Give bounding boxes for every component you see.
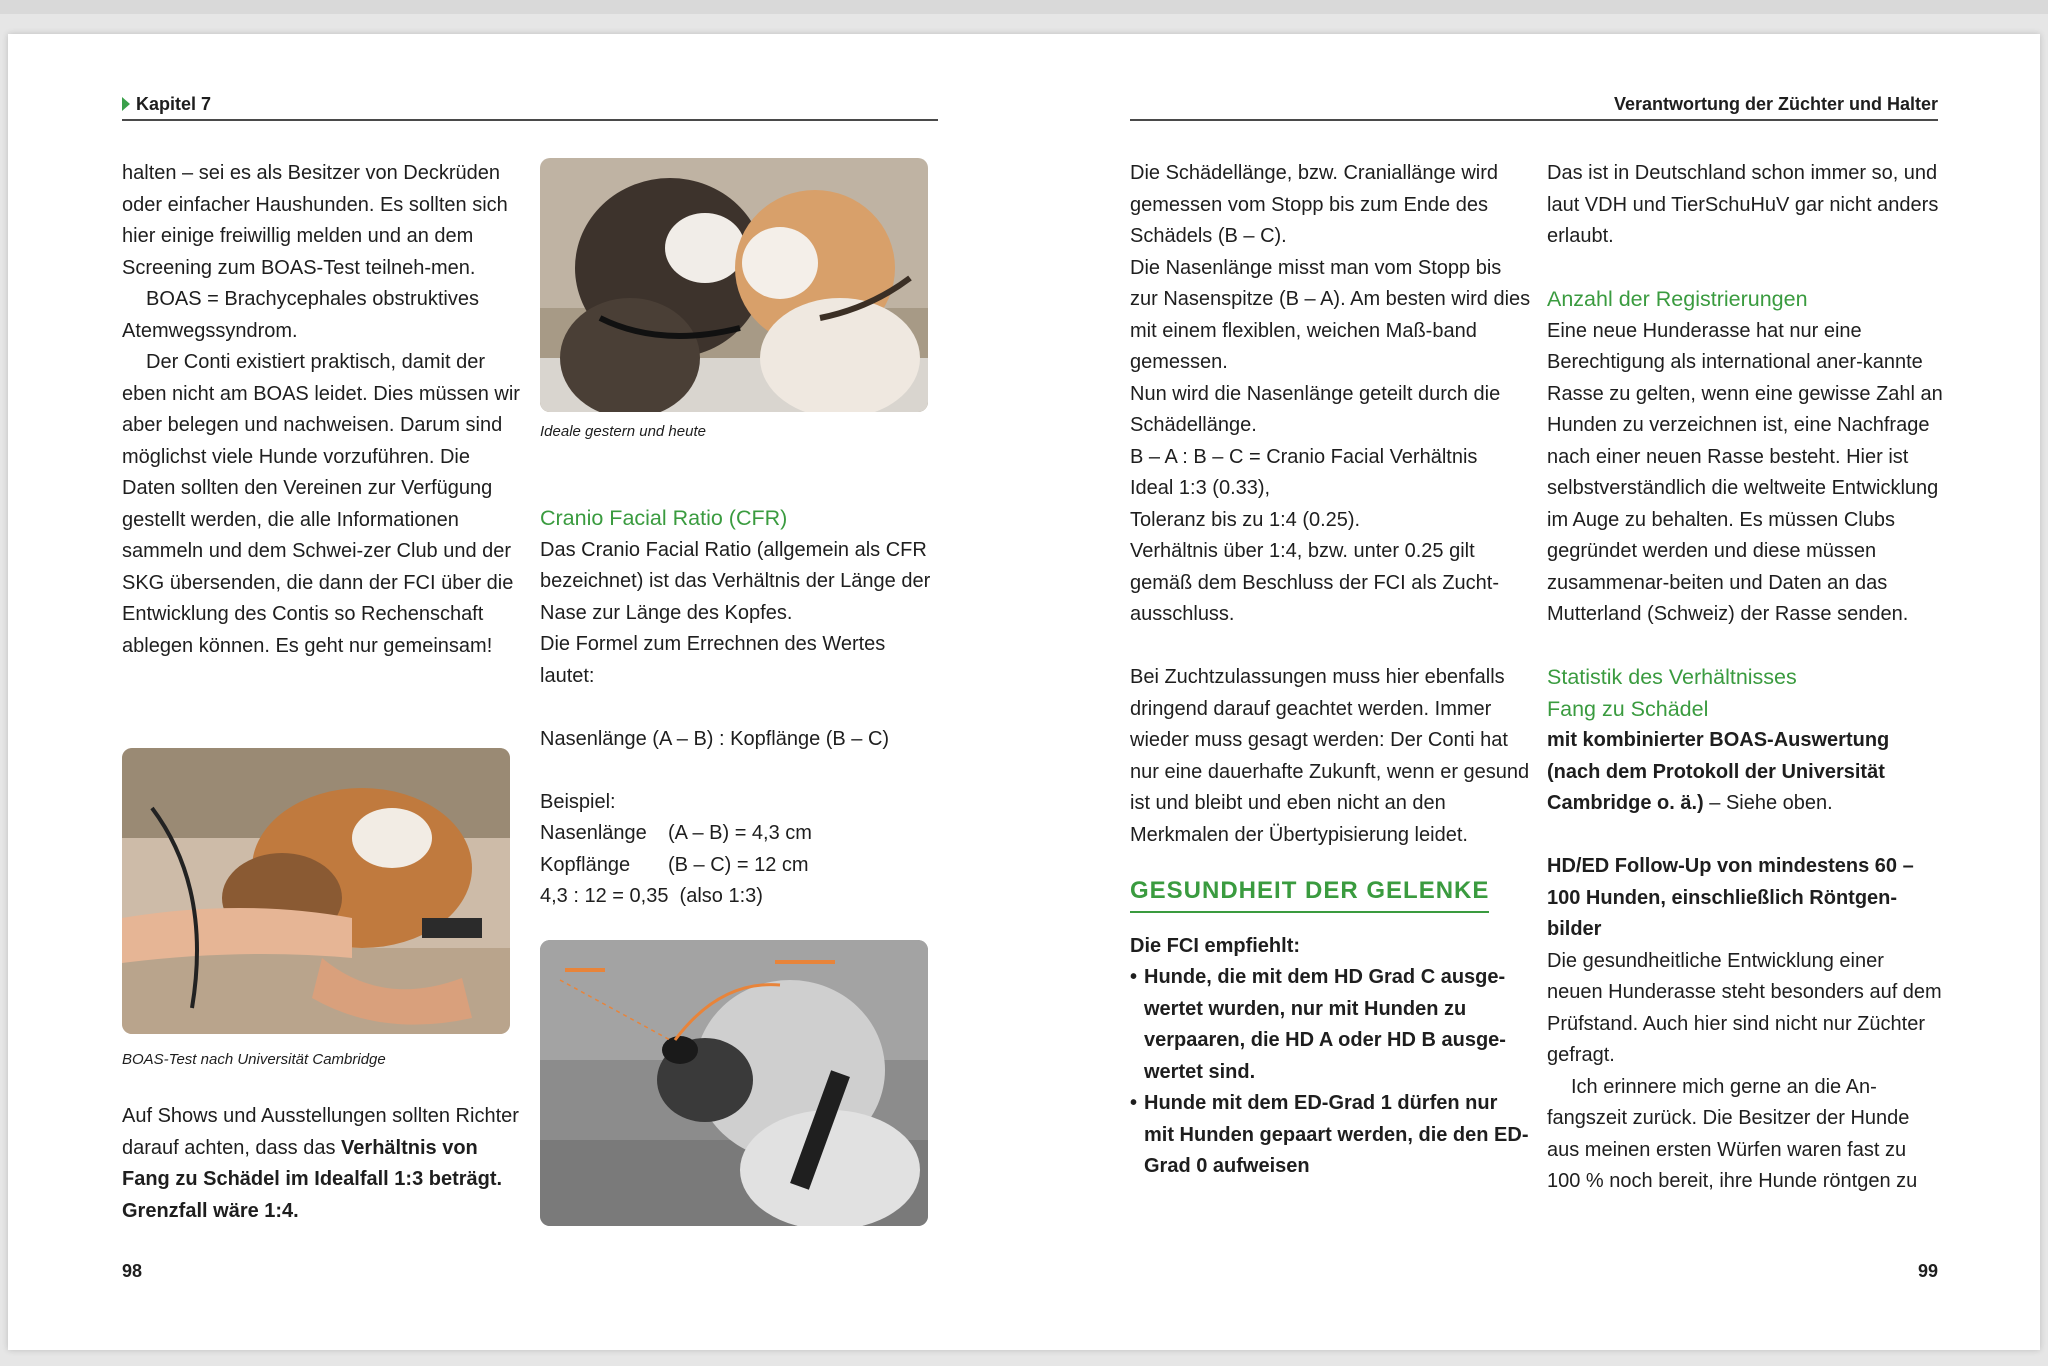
line: Ideal 1:3 (0.33), bbox=[1130, 477, 1271, 499]
chapter-label: Kapitel 7 bbox=[136, 94, 212, 114]
example-value: (B – C) = 12 cm bbox=[668, 853, 809, 876]
paragraph bbox=[122, 1101, 522, 1227]
paragraph: Die gesundheitliche Entwicklung einer neuen Hunderasse steht besonders auf dem Prüfstand. Auch hier sind nicht nur Züchter gefragt. bbox=[1547, 949, 1942, 1066]
paragraph bbox=[1547, 725, 1943, 820]
paragraph: BOAS = Brachycephales obstruktives Atemwegssyndrom. bbox=[122, 288, 479, 342]
caption-column bbox=[122, 1050, 522, 1070]
fci-recommendations bbox=[1130, 962, 1532, 1183]
chapter-marker-icon bbox=[122, 97, 130, 111]
viewer-top-bar bbox=[0, 0, 2048, 14]
column-3 bbox=[1130, 158, 1532, 1183]
text-bold: mit kombinierter BOAS-Auswertung (nach dem Protokoll der Universität Cambridge o. ä.) bbox=[1547, 729, 1890, 814]
paragraph: Eine neue Hunderasse hat nur eine Berechtigung als international aner-kannte Rasse zu gelten, wenn eine gewisse Zahl an Hunden zu verzeichnen ist, eine Nachfrage nach einer neuen Rasse besteht. Hier ist selbstverständlich die weltweite Entwicklung im Auge zu behalten. Es müssen Clubs gegründet werden und diese müssen zusammenar-beiten und Daten an das Mutterland (Schweiz) der Rasse senden. bbox=[1547, 319, 1943, 625]
column-1-bottom bbox=[122, 1101, 522, 1227]
photo-two-bulldogs bbox=[540, 158, 928, 412]
running-header-left bbox=[122, 89, 938, 121]
page-number-left: 98 bbox=[122, 1261, 143, 1281]
column-2 bbox=[540, 503, 940, 913]
two-bulldogs-image bbox=[540, 158, 928, 412]
paragraph: Ich erinnere mich gerne an die An-fangszeit zurück. Die Besitzer der Hunde aus meinen ersten Würfen waren fast zu 100 % noch bereit, ihre Hunde röntgen zu bbox=[1547, 1075, 1918, 1192]
column-4 bbox=[1547, 158, 1943, 1198]
text-normal: Auf Shows und Ausstellungen sollten Richter darauf achten, dass das bbox=[122, 1105, 519, 1159]
page-number-right: 99 bbox=[1917, 1261, 1938, 1281]
section-heading-wrap bbox=[1130, 875, 1532, 913]
paragraph: Verhältnis über 1:4, bzw. unter 0.25 gilt gemäß dem Beschluss der FCI als Zucht-ausschluss. bbox=[1130, 540, 1500, 625]
column-1 bbox=[122, 158, 522, 662]
column-2-caption bbox=[540, 422, 940, 442]
photo-boas-test bbox=[122, 748, 510, 1034]
paragraph: Das ist in Deutschland schon immer so, und laut VDH und TierSchuHuV gar nicht anders erlaubt. bbox=[1547, 162, 1939, 247]
example-result: 4,3 : 12 = 0,35 (also 1:3) bbox=[540, 885, 763, 907]
paragraph: Die Formel zum Errechnen des Wertes lautet: bbox=[540, 633, 886, 687]
list-item: • Hunde mit dem ED-Grad 1 dürfen nur mit Hunden gepaart werden, die den ED-Grad 0 aufweisen bbox=[1130, 1088, 1532, 1183]
line: Toleranz bis zu 1:4 (0.25). bbox=[1130, 508, 1361, 531]
right-page bbox=[1024, 34, 2040, 1350]
example-value: (A – B) = 4,3 cm bbox=[668, 822, 812, 844]
photo-caption: Ideale gestern und heute bbox=[540, 423, 706, 440]
list-item: • Hunde, die mit dem HD Grad C ausge-wertet wurden, nur mit Hunden zu verpaaren, die HD A oder HD B ausge-wertet sind. bbox=[1130, 962, 1532, 1088]
example-key: Kopflänge bbox=[540, 853, 631, 876]
example-row bbox=[540, 850, 940, 882]
section-heading: GESUNDHEIT DER GELENKE bbox=[1130, 875, 1489, 913]
example-key: Nasenlänge bbox=[540, 822, 647, 844]
book-spread bbox=[8, 34, 2040, 1350]
registrations-heading: Anzahl der Registrierungen bbox=[1547, 287, 1808, 311]
photo-head-measurement bbox=[540, 940, 928, 1226]
paragraph: Die Schädellänge, bzw. Craniallänge wird gemessen vom Stopp bis zum Ende des Schädels (B – C). bbox=[1130, 162, 1498, 247]
paragraph: Nun wird die Nasenlänge geteilt durch die Schädellänge. bbox=[1130, 382, 1501, 436]
text-normal: – Siehe oben. bbox=[1703, 792, 1833, 814]
line: B – A : B – C = Cranio Facial Verhältnis bbox=[1130, 445, 1478, 468]
example-row bbox=[540, 818, 940, 850]
text-bold: Verhältnis von Fang zu Schädel im Idealfall 1:3 beträgt. Grenzfall wäre 1:4. bbox=[122, 1136, 503, 1222]
paragraph-bold: HD/ED Follow-Up von mindestens 60 – 100 Hunden, einschließlich Röntgen-bilder bbox=[1547, 855, 1914, 940]
boas-test-image bbox=[122, 748, 510, 1034]
photo-caption: BOAS-Test nach Universität Cambridge bbox=[122, 1051, 386, 1068]
paragraph: Das Cranio Facial Ratio (allgemein als CFR bezeichnet) ist das Verhältnis der Länge der Nase zur Länge des Kopfes. bbox=[540, 538, 931, 624]
example-label: Beispiel: bbox=[540, 790, 616, 813]
paragraph: Die Nasenlänge misst man vom Stopp bis zur Nasenspitze (B – A). Am besten wird dies mit einem flexiblen, weichen Maß-band gemessen. bbox=[1130, 256, 1531, 373]
paragraph: halten – sei es als Besitzer von Deckrüden oder einfacher Haushunden. Es sollten sich hier einige freiwillig melden und an dem Screening zum BOAS-Test teilneh-men. bbox=[122, 162, 508, 279]
statistics-heading: Statistik des Verhältnisses Fang zu Schädel bbox=[1547, 665, 1797, 721]
left-page bbox=[8, 34, 1024, 1350]
paragraph: Bei Zuchtzulassungen muss hier ebenfalls dringend darauf geachtet werden. Immer wieder muss gesagt werden: Der Conti hat nur eine dauerhafte Zukunft, wenn er gesund ist und bleibt und eben nicht an den Merkmalen der Übertypisierung leidet. bbox=[1130, 666, 1530, 846]
formula: Nasenlänge (A – B) : Kopflänge (B – C) bbox=[540, 727, 890, 750]
cfr-heading: Cranio Facial Ratio (CFR) bbox=[540, 506, 788, 530]
head-measurement-image bbox=[540, 940, 928, 1226]
paragraph: Der Conti existiert praktisch, damit der eben nicht am BOAS leidet. Dies müssen wir aber belegen und nachweisen. Darum sind möglichst viele Hunde vorzuführen. Die Daten sollten den Vereinen zur Verfügung gestellt werden, die alle Informationen sammeln und dem Schwei-zer Club und der SKG übersenden, die dann der FCI über die Entwicklung des Contis so Rechenschaft ablegen können. Es geht nur gemeinsam! bbox=[122, 351, 520, 657]
fci-label: Die FCI empfiehlt: bbox=[1130, 934, 1301, 957]
running-header-right: Verantwortung der Züchter und Halter bbox=[1130, 89, 1938, 121]
